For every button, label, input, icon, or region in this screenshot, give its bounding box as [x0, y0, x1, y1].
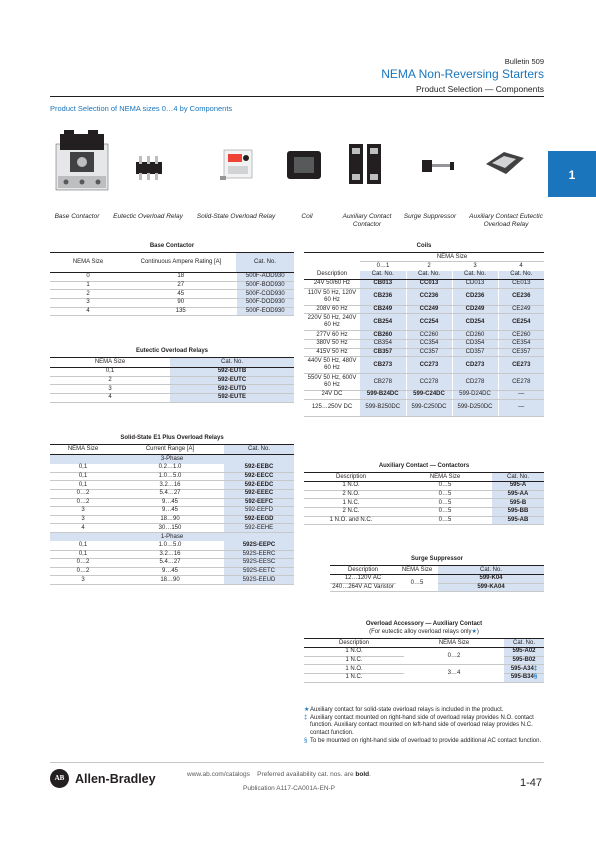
cell: 595-B: [492, 499, 544, 508]
cell: CD278: [452, 374, 498, 391]
col-header: Cat. No.: [452, 271, 498, 280]
cell: 240…264V AC Varistor: [330, 583, 396, 592]
cell: 592-EUTE: [170, 393, 294, 402]
cell: 592S-EETC: [224, 567, 294, 576]
label-coil: Coil: [301, 213, 313, 220]
footnote-marker: ‡: [533, 665, 538, 672]
coils-table: [304, 243, 544, 417]
cell: CC354: [406, 339, 452, 348]
chapter-tab: 1: [548, 151, 596, 197]
cell: 24V DC: [304, 391, 360, 400]
cell: 592S-EEPC: [224, 541, 294, 550]
table-title: Overload Accessory — Auxiliary Contact: [365, 620, 483, 627]
surge-suppressor-image: [420, 152, 456, 178]
cell: CE254: [498, 314, 544, 331]
footer-rule: [50, 762, 544, 763]
cell: CD357: [452, 348, 498, 357]
cell: CD236: [452, 288, 498, 305]
cell: 0,1: [50, 481, 116, 490]
cell: 500F-BOD930: [236, 281, 294, 290]
cell: 0,1: [50, 472, 116, 481]
cell: CE249: [498, 305, 544, 314]
cell: 595-A02: [504, 648, 544, 657]
cell: 440V 50 Hz, 480V 60 Hz: [304, 357, 360, 374]
footnote: [304, 707, 544, 715]
cell: 599-C24DC: [406, 391, 452, 400]
preferred-note: Preferred availability cat. nos. are: [257, 771, 356, 778]
preferred-bold: bold: [355, 771, 370, 778]
cell: 18: [126, 273, 236, 282]
col-header: Current Range [A]: [116, 445, 224, 455]
cell: 380V 50 Hz: [304, 339, 360, 348]
nema-size-header: NEMA Size: [360, 253, 544, 262]
table-title: Base Contactor: [50, 243, 294, 253]
cell: 592-EECC: [224, 472, 294, 481]
cell: 599-K04: [438, 575, 544, 584]
col-header: Description: [304, 639, 404, 648]
cell: 5.4…27: [116, 489, 224, 498]
cell: 24V 50/60 Hz: [304, 280, 360, 289]
cell: 592S-EERC: [224, 550, 294, 559]
cell: 595-AA: [492, 490, 544, 499]
cell: 592-EEFD: [224, 507, 294, 516]
cell: 208V 60 Hz: [304, 305, 360, 314]
bulletin-label: Bulletin 509: [504, 57, 544, 66]
cell: 599-D250DC: [452, 399, 498, 416]
col-header: Cat. No.: [224, 445, 294, 455]
cell: CB254: [360, 314, 406, 331]
cell: 599-D24DC: [452, 391, 498, 400]
cell: CD260: [452, 331, 498, 340]
cell: 18…90: [116, 576, 224, 585]
cell: CE278: [498, 374, 544, 391]
footnote-text: Auxiliary contact mounted on right-hand side of overload relay provides N.O. contact function. Auxiliary contact mounted on left-hand side of overload relay provides N.C. contact function.: [310, 714, 534, 737]
label-eutectic-relay: Eutectic Overload Relay: [113, 213, 183, 220]
cell: 595-AB: [492, 516, 544, 525]
cell: 4: [50, 524, 116, 533]
cell: 0…2: [50, 498, 116, 507]
coil-image: [284, 148, 324, 182]
cell: 4: [50, 393, 170, 402]
size-header: 4: [519, 262, 523, 269]
cell: 0,1: [50, 541, 116, 550]
cell: 3.2…16: [116, 550, 224, 559]
cell: 0…5: [398, 499, 492, 508]
cell: 595-BB: [492, 507, 544, 516]
footnote: [304, 738, 544, 746]
cell: CE273: [498, 357, 544, 374]
cell: 45: [126, 290, 236, 299]
cell: —: [498, 391, 544, 400]
col-header: NEMA Size: [396, 566, 438, 575]
footer-url-line: www.ab.com/catalogs Preferred availability cat. nos. are bold.: [187, 771, 371, 778]
cell: 110V 50 Hz, 120V 60 Hz: [304, 288, 360, 305]
col-header: NEMA Size: [50, 445, 116, 455]
table-subtitle-end: ): [476, 629, 479, 635]
col-header: Cat. No.: [406, 271, 452, 280]
cell: 595-B02: [504, 656, 544, 665]
col-header: NEMA Size: [50, 253, 126, 273]
cell: CC260: [406, 331, 452, 340]
cell: 1 N.C.: [304, 499, 398, 508]
size-header: 3: [473, 262, 477, 269]
cell: 550V 50 Hz, 600V 60 Hz: [304, 374, 360, 391]
cell: 592-EEFC: [224, 498, 294, 507]
cell: 2: [50, 290, 126, 299]
col-header: NEMA Size: [398, 473, 492, 482]
cell: CD013: [452, 280, 498, 289]
cell: 592-EEEC: [224, 489, 294, 498]
cat-no: 595-A34: [510, 665, 534, 672]
catalog-link[interactable]: www.ab.com/catalogs: [187, 771, 250, 778]
cell: 1.0…5.0: [116, 541, 224, 550]
cell: [504, 665, 544, 674]
cell: 592-EEDC: [224, 481, 294, 490]
footnote-symbol: ‡: [304, 714, 308, 721]
cell: 599-B250DC: [360, 399, 406, 416]
cell: 9…45: [116, 498, 224, 507]
cell: 595-A: [492, 482, 544, 491]
cell: 9…45: [116, 567, 224, 576]
col-header: Cat. No.: [170, 358, 294, 368]
cell: 1 N.O.: [304, 482, 398, 491]
cell: 592-EEGD: [224, 515, 294, 524]
header-rule: [50, 96, 544, 97]
publication-number: Publication A117-CA001A-EN-P: [243, 785, 336, 792]
overload-accessory-table: [304, 620, 544, 683]
cell: CE013: [498, 280, 544, 289]
base-contactor-table: [50, 243, 294, 316]
cell: CB354: [360, 339, 406, 348]
col-header: Continuous Ampere Rating [A]: [126, 253, 236, 273]
cell: 0,1: [50, 464, 116, 473]
size-header: 0…1: [376, 262, 390, 269]
col-header: Cat. No.: [236, 253, 294, 273]
label-aux-contactor: Auxiliary Contact Contactor: [342, 213, 392, 229]
col-header: NEMA Size: [50, 358, 170, 368]
cell: 0,1: [50, 550, 116, 559]
cell: 3.2…16: [116, 481, 224, 490]
table-title: Eutectic Overload Relays: [50, 348, 294, 358]
cell: CB273: [360, 357, 406, 374]
cell: 0…5: [398, 516, 492, 525]
phase-header: 3-Phase: [50, 455, 294, 464]
col-header: Description: [304, 473, 398, 482]
cell: CB278: [360, 374, 406, 391]
cell: 1 N.O.: [304, 648, 404, 657]
cell: 2 N.O.: [304, 490, 398, 499]
cell: CE354: [498, 339, 544, 348]
cell: 3: [50, 298, 126, 307]
cell: CD249: [452, 305, 498, 314]
eutectic-relay-image: [134, 152, 164, 182]
cell: 135: [126, 307, 236, 316]
cell: CB260: [360, 331, 406, 340]
footnote-text: Auxiliary contact for solid-state overload relays is included in the product.: [310, 707, 504, 713]
cell: CB236: [360, 288, 406, 305]
cell: 2 N.C.: [304, 507, 398, 516]
cell: —: [498, 399, 544, 416]
cell: 500F-AOD930: [236, 273, 294, 282]
footnote-text: To be mounted on right-hand side of overload to provide additional AC contact function.: [310, 737, 542, 744]
cell: 9…45: [116, 507, 224, 516]
col-header: Cat. No.: [498, 271, 544, 280]
cell: CC254: [406, 314, 452, 331]
cell: CC013: [406, 280, 452, 289]
cell: 0…5: [398, 507, 492, 516]
cell: 27: [126, 281, 236, 290]
cell: 90: [126, 298, 236, 307]
cell: 0…2: [404, 648, 504, 665]
cell: 592S-EEUD: [224, 576, 294, 585]
col-header: Description: [330, 566, 396, 575]
page-subtitle: Product Selection — Components: [415, 84, 544, 94]
cell: 0…2: [50, 567, 116, 576]
cell: 3…4: [404, 665, 504, 682]
cell: 3: [50, 507, 116, 516]
cell: 1 N.O. and N.C.: [304, 516, 398, 525]
cell: 599-KA04: [438, 583, 544, 592]
cell: [504, 673, 544, 682]
col-header: Cat. No.: [504, 639, 544, 648]
cell: CE236: [498, 288, 544, 305]
cell: 599-B24DC: [360, 391, 406, 400]
table-title: Auxiliary Contact — Contactors: [304, 463, 544, 473]
cell: 0: [50, 273, 126, 282]
product-images: [48, 124, 548, 234]
cell: 599-C250DC: [406, 399, 452, 416]
footnote-symbol: §: [304, 737, 308, 744]
col-header: NEMA Size: [404, 639, 504, 648]
cell: 592S-EESC: [224, 559, 294, 568]
aux-eutectic-image: [482, 146, 526, 180]
ab-logo-icon: AB: [50, 769, 69, 788]
cell: 0…5: [398, 482, 492, 491]
page-title: NEMA Non-Reversing Starters: [381, 67, 544, 81]
surge-suppressor-table: [330, 556, 544, 592]
cell: 3: [50, 576, 116, 585]
cell: 2: [50, 376, 170, 385]
table-title: Solid-State E1 Plus Overload Relays: [50, 435, 294, 445]
cell: 18…90: [116, 515, 224, 524]
cell: 500F-EOD930: [236, 307, 294, 316]
cell: 0…2: [50, 559, 116, 568]
footnote-symbol: ★: [304, 707, 310, 713]
col-header: Cat. No.: [492, 473, 544, 482]
brand-name: Allen-Bradley: [75, 771, 156, 786]
solid-state-relay-table: [50, 435, 294, 585]
col-header: Cat. No.: [438, 566, 544, 575]
cell: 125…250V DC: [304, 399, 360, 416]
label-surge-suppressor: Surge Suppressor: [403, 213, 457, 220]
table-title: Coils: [304, 243, 544, 253]
cell: 415V 50 Hz: [304, 348, 360, 357]
cell: CE260: [498, 331, 544, 340]
cell: 1 N.C.: [304, 656, 404, 665]
cell: CC273: [406, 357, 452, 374]
phase-header: 1-Phase: [50, 532, 294, 541]
ab-logo: [50, 769, 156, 788]
cell: 592-EEHE: [224, 524, 294, 533]
cell: 0,1: [50, 368, 170, 377]
footnote: [304, 715, 544, 738]
cell: 500F-COD930: [236, 290, 294, 299]
cell: 0.2…1.0: [116, 464, 224, 473]
cell: 1 N.C.: [304, 673, 404, 682]
cell: CB013: [360, 280, 406, 289]
label-solid-state-relay: Solid-State Overload Relay: [196, 213, 276, 220]
col-header: Description: [304, 271, 360, 280]
cell: 5.4…27: [116, 559, 224, 568]
cell: CC278: [406, 374, 452, 391]
cell: CD354: [452, 339, 498, 348]
cell: 0…2: [50, 489, 116, 498]
size-header: 2: [427, 262, 431, 269]
aux-contact-image: [346, 140, 384, 188]
cell: CC249: [406, 305, 452, 314]
cell: 12…120V AC: [330, 575, 396, 584]
label-aux-eutectic: Auxiliary Contact Eutectic Overload Relay: [469, 213, 543, 229]
cell: 4: [50, 307, 126, 316]
cell: 1: [50, 281, 126, 290]
solid-state-relay-image: [218, 146, 256, 182]
cell: CE357: [498, 348, 544, 357]
section-title: Product Selection of NEMA sizes 0…4 by Components: [50, 104, 233, 113]
cell: 592-EEBC: [224, 464, 294, 473]
cell: CC236: [406, 288, 452, 305]
cell: 0…5: [396, 575, 438, 592]
cell: 500F-DOD930: [236, 298, 294, 307]
cell: CB357: [360, 348, 406, 357]
cell: 3: [50, 385, 170, 394]
cell: 592-EUTC: [170, 376, 294, 385]
cell: CD254: [452, 314, 498, 331]
label-base-contactor: Base Contactor: [54, 213, 100, 220]
col-header: Cat. No.: [360, 271, 406, 280]
cell: CD273: [452, 357, 498, 374]
cell: 592-EUTD: [170, 385, 294, 394]
aux-contact-table: [304, 463, 544, 525]
footnote-marker: §: [533, 674, 538, 681]
cell: 277V 60 Hz: [304, 331, 360, 340]
eutectic-relay-table: [50, 348, 294, 403]
cell: 220V 50 Hz, 240V 60 Hz: [304, 314, 360, 331]
cell: CB249: [360, 305, 406, 314]
page-number: 1-47: [519, 777, 542, 789]
table-subtitle: (For eutectic alloy overload relays only: [369, 629, 472, 635]
footnote-marker: ★: [471, 629, 477, 635]
cell: 1 N.O.: [304, 665, 404, 674]
cell: 1.0…5.0: [116, 472, 224, 481]
cat-no: 595-B34: [510, 674, 534, 681]
cell: CC357: [406, 348, 452, 357]
cell: 0…5: [398, 490, 492, 499]
contactor-image: [50, 128, 114, 194]
table-title: Surge Suppressor: [330, 556, 544, 566]
cell: 592-EUTB: [170, 368, 294, 377]
cell: 30…150: [116, 524, 224, 533]
cell: 3: [50, 515, 116, 524]
footnotes: [304, 707, 544, 745]
